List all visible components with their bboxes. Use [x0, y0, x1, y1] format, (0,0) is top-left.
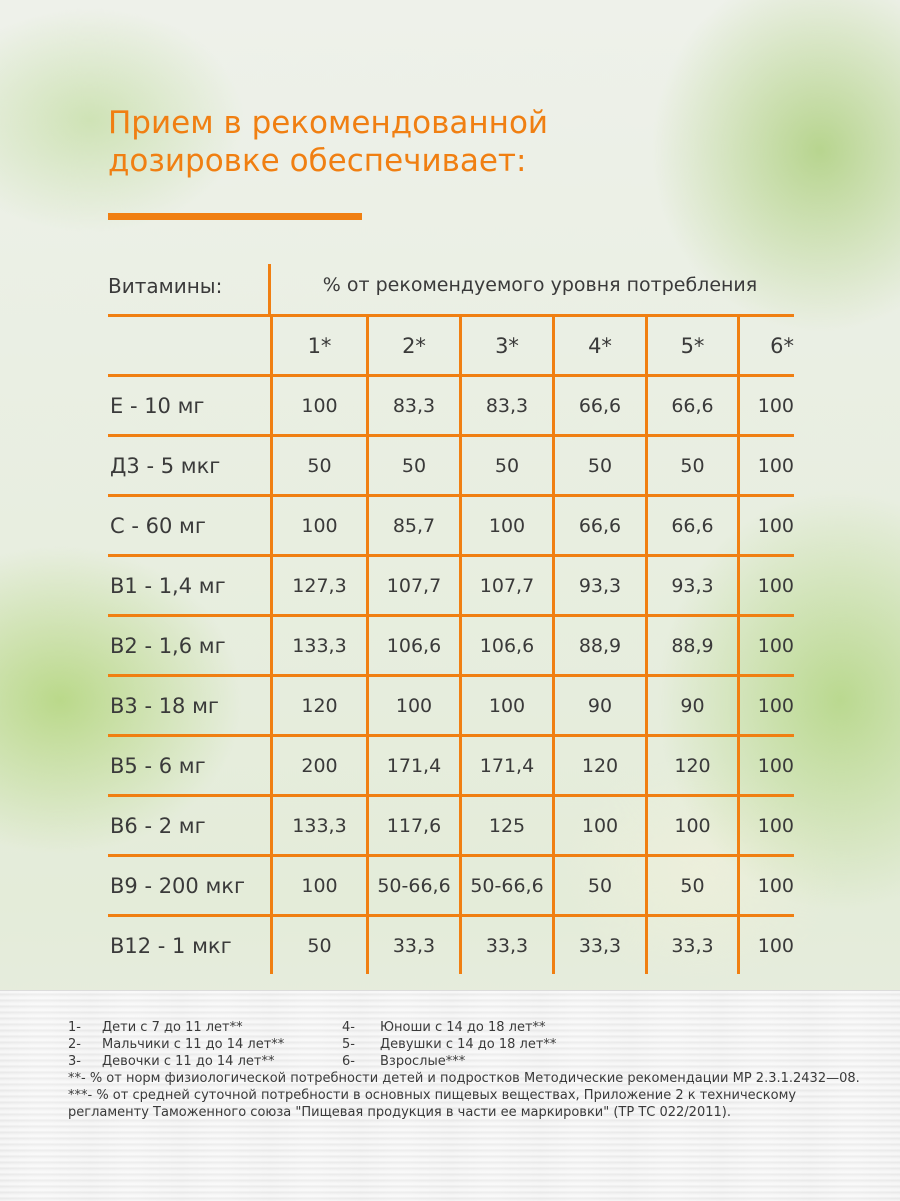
footnote-adults: ***- % от средней суточной потребности в основных пищевых веществах, Приложение 2 к техническому регламенту Таможенного союза "Пищевая продукция в части ее маркировки" (ТР ТС 022/2011).: [68, 1088, 797, 1120]
table-cell: 100: [366, 674, 459, 734]
page-title: [108, 104, 548, 180]
vitamin-name: В5 - 6 мг: [108, 734, 270, 794]
title-line-2: дозировке обеспечивает:: [108, 143, 527, 179]
legend-number: 4-: [342, 1020, 355, 1035]
footnote-children: **- % от норм физиологической потребности детей и подростков Методические рекомендации МР 2.3.1.2432—08.: [68, 1071, 860, 1086]
vitamin-name: С - 60 мг: [108, 494, 270, 554]
table-cell: 107,7: [459, 554, 552, 614]
group-header-1: 1*: [270, 314, 366, 374]
table-cell: 83,3: [366, 374, 459, 434]
vitamin-table: [108, 314, 794, 974]
table-cell: 100: [737, 734, 794, 794]
table-cell: 120: [270, 674, 366, 734]
percent-group-header: % от рекомендуемого уровня потребления: [322, 274, 758, 296]
vitamin-name: В6 - 2 мг: [108, 794, 270, 854]
table-cell: 50: [366, 434, 459, 494]
table-cell: 100: [552, 794, 645, 854]
table-cell: 171,4: [459, 734, 552, 794]
legend-number: 3-: [68, 1054, 81, 1069]
table-cell: 100: [737, 494, 794, 554]
table-cell: 88,9: [552, 614, 645, 674]
table-cell: 107,7: [366, 554, 459, 614]
table-cell: 100: [737, 854, 794, 914]
table-cell: 93,3: [645, 554, 737, 614]
table-cell: 100: [737, 614, 794, 674]
table-cell: 100: [270, 854, 366, 914]
table-cell: 117,6: [366, 794, 459, 854]
table-cell: 66,6: [645, 494, 737, 554]
table-cell: 125: [459, 794, 552, 854]
table-cell: 120: [552, 734, 645, 794]
table-cell: 93,3: [552, 554, 645, 614]
legend-number: 5-: [342, 1037, 355, 1052]
table-cell: 100: [459, 494, 552, 554]
title-underline: [108, 213, 362, 220]
table-cell: 66,6: [552, 494, 645, 554]
legend-groups: [68, 1019, 868, 1070]
vitamin-name: В2 - 1,6 мг: [108, 614, 270, 674]
table-cell: 127,3: [270, 554, 366, 614]
table-cell: 106,6: [459, 614, 552, 674]
table-cell: 90: [645, 674, 737, 734]
table-corner-cell: [108, 314, 270, 374]
vitamin-name: В12 - 1 мкг: [108, 914, 270, 974]
table-cell: 33,3: [552, 914, 645, 974]
legend-text: Взрослые***: [380, 1054, 466, 1069]
table-cell: 106,6: [366, 614, 459, 674]
group-header-2: 2*: [366, 314, 459, 374]
table-cell: 50: [459, 434, 552, 494]
vitamin-name: В1 - 1,4 мг: [108, 554, 270, 614]
table-cell: 50-66,6: [366, 854, 459, 914]
table-cell: 50: [645, 854, 737, 914]
group-header-4: 4*: [552, 314, 645, 374]
table-cell: 33,3: [366, 914, 459, 974]
title-line-1: Прием в рекомендованной: [108, 105, 549, 141]
table-cell: 100: [270, 494, 366, 554]
header-divider: [268, 264, 271, 314]
table-cell: 200: [270, 734, 366, 794]
legend-text: Юноши с 14 до 18 лет**: [380, 1020, 546, 1035]
table-cell: 85,7: [366, 494, 459, 554]
table-cell: 100: [737, 434, 794, 494]
vitamin-name: E - 10 мг: [108, 374, 270, 434]
table-cell: 50: [270, 434, 366, 494]
vitamin-name: В9 - 200 мкг: [108, 854, 270, 914]
table-cell: 66,6: [645, 374, 737, 434]
table-cell: 50-66,6: [459, 854, 552, 914]
table-cell: 100: [270, 374, 366, 434]
group-header-5: 5*: [645, 314, 737, 374]
legend-text: Девушки с 14 до 18 лет**: [380, 1037, 557, 1052]
group-header-3: 3*: [459, 314, 552, 374]
table-cell: 100: [737, 374, 794, 434]
legend: [68, 1019, 868, 1121]
legend-text: Дети с 7 до 11 лет**: [102, 1020, 243, 1035]
table-cell: 83,3: [459, 374, 552, 434]
table-cell: 133,3: [270, 794, 366, 854]
group-header-6: 6*: [737, 314, 794, 374]
legend-number: 1-: [68, 1020, 81, 1035]
table-cell: 88,9: [645, 614, 737, 674]
table-cell: 100: [645, 794, 737, 854]
table-cell: 50: [552, 434, 645, 494]
table-cell: 90: [552, 674, 645, 734]
table-cell: 50: [270, 914, 366, 974]
legend-text: Девочки с 11 до 14 лет**: [102, 1054, 275, 1069]
table-cell: 50: [645, 434, 737, 494]
table-cell: 100: [737, 794, 794, 854]
table-cell: 100: [737, 674, 794, 734]
table-cell: 33,3: [459, 914, 552, 974]
table-cell: 50: [552, 854, 645, 914]
table-cell: 133,3: [270, 614, 366, 674]
table-cell: 33,3: [645, 914, 737, 974]
table-cell: 120: [645, 734, 737, 794]
vitamin-name: В3 - 18 мг: [108, 674, 270, 734]
legend-number: 2-: [68, 1037, 81, 1052]
table-cell: 171,4: [366, 734, 459, 794]
table-cell: 66,6: [552, 374, 645, 434]
legend-text: Мальчики с 11 до 14 лет**: [102, 1037, 285, 1052]
table-cell: 100: [459, 674, 552, 734]
vitamin-name: Д3 - 5 мкг: [108, 434, 270, 494]
legend-number: 6-: [342, 1054, 355, 1069]
table-cell: 100: [737, 554, 794, 614]
vitamins-column-header: Витамины:: [108, 274, 223, 298]
table-cell: 100: [737, 914, 794, 974]
